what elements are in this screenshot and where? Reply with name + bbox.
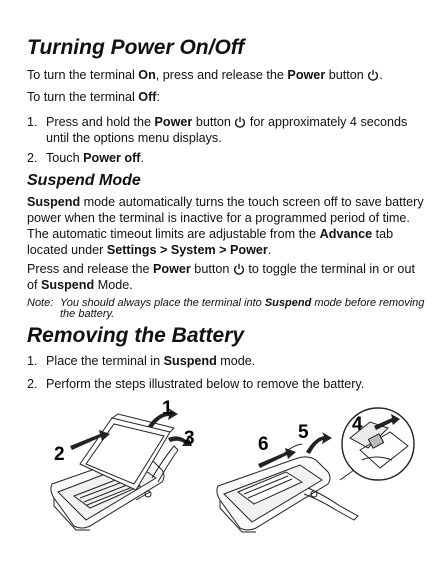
power-icon xyxy=(233,263,245,275)
terminal-back-left xyxy=(51,414,178,530)
callout-2: 2 xyxy=(54,444,65,465)
power-on-instruction: To turn the terminal On, press and release the Power button . xyxy=(27,68,383,82)
callout-4: 4 xyxy=(352,414,363,435)
power-icon xyxy=(234,116,246,128)
callout-1: 1 xyxy=(162,398,173,419)
section-title-battery: Removing the Battery xyxy=(27,324,245,347)
arrow-lift-battery xyxy=(306,432,332,454)
manual-page: Turning Power On/Off To turn the terminal On, press and release the Power button . To turn the terminal Off: 1. Press and hold the Power button for approximately 4 seconds until the options menu displays. 2. Touch Power off. Suspend Mode Suspend mode automatically turns the touch screen off to save battery power when the terminal is inactive for a programmed period of time. The automatic timeout limits are adjustable from the Advance tab located under Settings > System > Power. Press and release the Power button to toggle the terminal in or out of Suspend Mode. Note: You should always place the terminal into Suspend mode before removing the battery. Removing the Battery 1. Place the terminal in Suspend mode. 2. Perform the steps illustrated below to remove the battery. 1 2 3 6 5 4 xyxy=(0,0,446,577)
suspend-toggle-instruction: Press and release the Power button to toggle the terminal in or out of Suspend Mode. xyxy=(27,262,415,292)
suspend-description: Suspend mode automatically turns the touch screen off to save battery power when the terminal is inactive for a programmed period of time. The automatic timeout limits are adjustable from the Advance tab located under Settings > System > Power. xyxy=(27,195,424,257)
callout-6: 6 xyxy=(258,434,269,455)
callout-3: 3 xyxy=(184,428,195,449)
battery-removal-illustration xyxy=(40,398,420,538)
power-icon xyxy=(367,69,379,81)
terminal-back-right xyxy=(217,444,358,532)
section-title-suspend: Suspend Mode xyxy=(27,172,141,189)
section-title-power: Turning Power On/Off xyxy=(27,36,245,59)
power-off-intro: To turn the terminal Off: xyxy=(27,90,160,104)
callout-5: 5 xyxy=(298,422,309,443)
